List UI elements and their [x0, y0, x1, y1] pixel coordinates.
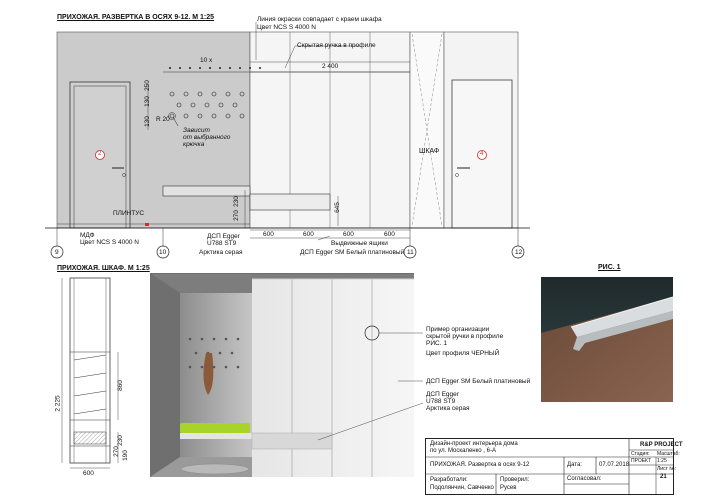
scale-value: 1:25 — [657, 458, 667, 464]
mdf-color: Цвет NCS S 4000 N — [80, 239, 140, 246]
hook-note-2: от выбранного — [183, 134, 231, 141]
sec-dim-2225: 2 225 — [54, 395, 62, 412]
figure-title: РИС. 1 — [598, 264, 621, 271]
date-value: 07.07.2018 — [599, 462, 630, 468]
sec-dim-190: 190 — [121, 450, 129, 461]
date-label: Дата: — [567, 462, 582, 468]
project-name-2: по ул. Москаленко , 6-А — [430, 448, 496, 454]
paint-color-note: Цвет NCS S 4000 N — [257, 24, 317, 31]
scale-label: Масштаб: — [657, 451, 680, 457]
dsp-white-label: ДСП Egger SM Белый платиновый — [300, 249, 405, 256]
dim-600-a: 600 — [263, 231, 274, 238]
render-dsp-white: ДСП Egger SM Белый платиновый — [426, 378, 531, 385]
axis-9: 9 — [55, 249, 59, 256]
render-dsp-3: Арктика серая — [426, 405, 470, 412]
sec-dim-270: 270 — [112, 446, 120, 457]
dev-value: Подолянчин, Савченко — [430, 485, 494, 491]
title-block — [425, 438, 683, 495]
section-title: ПРИХОЖАЯ. ШКАФ. М 1:25 — [57, 265, 150, 272]
dsp-label-3: Арктика серая — [199, 249, 243, 256]
sheet-title: ПРИХОЖАЯ. Развертка в осях 9-12 — [430, 462, 530, 468]
figure-1-image — [541, 277, 673, 402]
radius-label: R 20 — [156, 116, 170, 123]
check-label: Проверил: — [500, 477, 530, 483]
dev-label: Разработали: — [430, 477, 468, 483]
drawers-label: Выдвижные ящики — [331, 240, 388, 247]
sheet-label: Лист №: — [657, 466, 677, 472]
door-mark-right: 4 — [480, 151, 484, 157]
sec-dim-600: 600 — [83, 470, 94, 477]
elevation-title: ПРИХОЖАЯ. РАЗВЕРТКА В ОСЯХ 9-12. М 1:25 — [57, 14, 215, 21]
closet-label: ШКАФ — [419, 148, 440, 155]
axis-12: 12 — [515, 249, 523, 256]
hook-note-3: крючка — [183, 141, 205, 148]
sec-dim-860: 860 — [116, 380, 124, 391]
door-mark-left: 2 — [98, 151, 102, 157]
render-dsp-1: ДСП Egger — [426, 391, 459, 398]
render-dsp-2: U788 ST9 — [426, 398, 456, 405]
handle-note-1: Пример организации — [426, 326, 490, 333]
dim-600-b: 600 — [303, 231, 314, 238]
axis-10: 10 — [159, 249, 167, 256]
dim-130-a: 130 — [143, 96, 151, 107]
stage-label: Стадия: — [631, 451, 650, 457]
profile-color-note: Цвет профиля ЧЕРНЫЙ — [426, 350, 500, 357]
check-value: Русев — [500, 485, 517, 491]
stage-value: ПРОЕКТ — [631, 458, 652, 464]
dim-2400: 2 400 — [322, 63, 339, 70]
dim-130-b: 130 — [143, 116, 151, 127]
dsp-label-1: ДСП Egger — [207, 233, 240, 240]
project-name-1: Дизайн-проект интерьера дома — [430, 441, 518, 447]
mdf-label: МДФ — [80, 232, 95, 239]
handle-note-2: скрытой ручки в профиле — [426, 333, 504, 340]
dim-270: 270 — [232, 210, 240, 221]
approved-label: Согласовал: — [567, 476, 602, 482]
paint-line-note: Линия окраски совпадает с краем шкафа — [257, 16, 382, 23]
plinth-label: ПЛИНТУС — [113, 210, 145, 217]
dim-645: 645 — [333, 202, 341, 213]
axis-11: 11 — [407, 249, 414, 256]
dim-600-c: 600 — [343, 231, 354, 238]
sheet-value: 21 — [660, 474, 667, 480]
dsp-label-2: U788 ST9 — [207, 240, 237, 247]
hidden-handle-note: Скрытая ручка в профиле — [297, 42, 376, 49]
company-name: R&P PROJECT — [640, 442, 683, 448]
dim-230: 230 — [232, 196, 240, 207]
sec-dim-230: 230 — [116, 435, 124, 446]
dim-600-d: 600 — [384, 231, 395, 238]
dim-250: 250 — [143, 80, 151, 91]
hooks-count: 10 x — [200, 57, 213, 64]
handle-note-3: РИС. 1 — [426, 340, 447, 347]
hook-note-1: Зависит — [183, 127, 210, 134]
